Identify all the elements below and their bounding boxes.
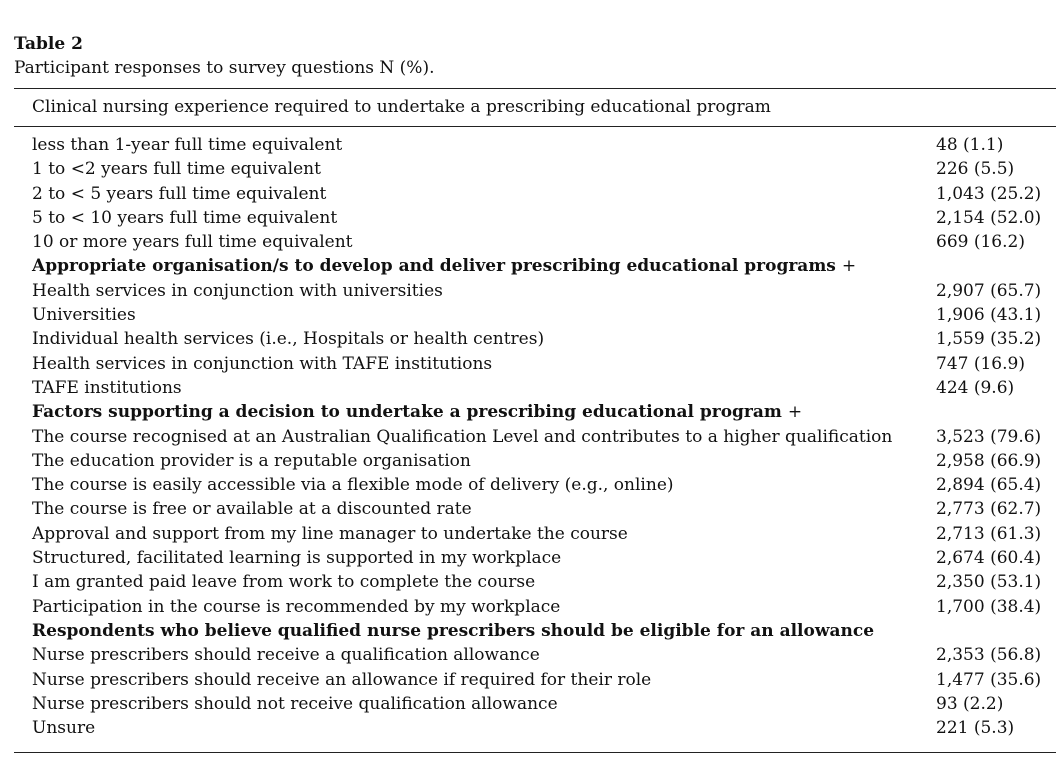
row-value: 3,523 (79.6) — [936, 426, 1042, 447]
row-value: 1,559 (35.2) — [936, 329, 1042, 350]
table-body — [32, 133, 1052, 740]
label-text: 10 or more years full time equivalent — [32, 232, 353, 253]
table-row — [32, 497, 1052, 521]
table-row — [32, 449, 1052, 473]
footnote-mark: + — [841, 256, 857, 277]
row-label — [32, 595, 560, 619]
row-label — [32, 206, 337, 230]
label-text: The course is easily accessible via a flexible mode of delivery (e.g., online) — [32, 475, 674, 496]
table-top-rule — [14, 88, 1056, 89]
table-row — [32, 570, 1052, 594]
footnote-mark: + — [787, 402, 803, 423]
table-row — [32, 522, 1052, 546]
row-label — [32, 497, 472, 521]
label-text: I am granted paid leave from work to complete the course — [32, 572, 536, 593]
section-label — [32, 254, 856, 278]
table-row — [32, 376, 1052, 400]
table-row — [32, 643, 1052, 667]
row-value: 747 (16.9) — [936, 353, 1025, 374]
label-text: Health services in conjunction with universities — [32, 280, 443, 301]
row-label — [32, 546, 561, 570]
table-row — [32, 303, 1052, 327]
row-label — [32, 643, 540, 667]
label-text: TAFE institutions — [32, 377, 182, 398]
label-text: 1 to <2 years full time equivalent — [32, 159, 321, 180]
row-value: 2,773 (62.7) — [936, 499, 1042, 520]
row-value: 2,154 (52.0) — [936, 207, 1042, 228]
label-text: Nurse prescribers should receive a qualification allowance — [32, 645, 540, 666]
table-row — [32, 157, 1052, 181]
table-row — [32, 352, 1052, 376]
table-caption-title: Table 2 — [14, 34, 83, 54]
row-label — [32, 182, 326, 206]
label-text: Nurse prescribers should not receive qualification allowance — [32, 693, 558, 714]
row-value: 2,907 (65.7) — [936, 280, 1042, 301]
row-label — [32, 303, 136, 327]
row-value: 1,043 (25.2) — [936, 183, 1042, 204]
label-text: Universities — [32, 305, 136, 326]
table-row — [32, 206, 1052, 230]
section-label — [32, 400, 802, 424]
table-section-header — [32, 254, 1052, 278]
row-value: 1,906 (43.1) — [936, 305, 1042, 326]
table-caption-subtitle: Participant responses to survey questions N (%). — [14, 58, 435, 78]
table-column-header: Clinical nursing experience required to undertake a prescribing educational program — [32, 97, 771, 117]
label-text: less than 1-year full time equivalent — [32, 135, 343, 155]
label-text: The course is free or available at a discounted rate — [32, 499, 472, 520]
table-row — [32, 133, 1052, 157]
row-label — [32, 230, 353, 254]
table-section-header — [32, 400, 1052, 424]
row-label — [32, 352, 492, 376]
row-value: 424 (9.6) — [936, 377, 1015, 398]
table-section-header — [32, 619, 1052, 643]
row-value: 2,353 (56.8) — [936, 645, 1042, 666]
label-text: Approval and support from my line manager to undertake the course — [32, 523, 628, 544]
label-text: Unsure — [32, 718, 96, 739]
table-row — [32, 692, 1052, 716]
row-value: 1,477 (35.6) — [936, 669, 1042, 690]
label-text: The education provider is a reputable organisation — [32, 450, 471, 471]
row-label — [32, 133, 342, 157]
table-row — [32, 230, 1052, 254]
row-value: 2,713 (61.3) — [936, 523, 1042, 544]
row-label — [32, 716, 95, 740]
row-label — [32, 570, 535, 594]
row-label — [32, 376, 182, 400]
label-text: Individual health services (i.e., Hospitals or health centres) — [32, 329, 545, 350]
label-text: Factors supporting a decision to undertake a prescribing educational program — [32, 402, 782, 423]
table-row — [32, 473, 1052, 497]
label-text: 5 to < 10 years full time equivalent — [32, 207, 338, 228]
label-text: The course recognised at an Australian Qualification Level and contributes to a higher qualification — [32, 426, 893, 447]
row-label — [32, 327, 544, 351]
row-label — [32, 522, 628, 546]
table-row — [32, 716, 1052, 740]
table-row — [32, 182, 1052, 206]
label-text: Appropriate organisation/s to develop and deliver prescribing educational programs — [32, 256, 836, 277]
row-label — [32, 473, 674, 497]
table-row — [32, 279, 1052, 303]
row-label — [32, 692, 558, 716]
row-value: 226 (5.5) — [936, 159, 1015, 180]
label-text: Participation in the course is recommended by my workplace — [32, 596, 561, 617]
row-label — [32, 279, 443, 303]
row-value: 1,700 (38.4) — [936, 596, 1042, 617]
table-bottom-rule — [14, 752, 1056, 753]
label-text: Health services in conjunction with TAFE institutions — [32, 353, 493, 374]
section-label — [32, 619, 874, 643]
row-value: 221 (5.3) — [936, 718, 1015, 739]
row-value: 2,350 (53.1) — [936, 572, 1042, 593]
row-label — [32, 449, 471, 473]
label-text: Respondents who believe qualified nurse prescribers should be eligible for an allowance — [32, 620, 875, 641]
table-row — [32, 668, 1052, 692]
row-label — [32, 425, 892, 449]
label-text: Nurse prescribers should receive an allowance if required for their role — [32, 669, 652, 690]
row-value: 93 (2.2) — [936, 693, 1004, 714]
row-value: 2,958 (66.9) — [936, 450, 1042, 471]
row-value: 2,674 (60.4) — [936, 548, 1042, 569]
table-row — [32, 595, 1052, 619]
label-text: Structured, facilitated learning is supported in my workplace — [32, 548, 562, 569]
row-value: 669 (16.2) — [936, 232, 1025, 253]
row-label — [32, 157, 321, 181]
table-row — [32, 327, 1052, 351]
row-label — [32, 668, 651, 692]
row-value: 48 (1.1) — [936, 135, 1004, 155]
label-text: 2 to < 5 years full time equivalent — [32, 183, 327, 204]
table-header-rule — [14, 126, 1056, 127]
table-row — [32, 546, 1052, 570]
table-row — [32, 425, 1052, 449]
row-value: 2,894 (65.4) — [936, 475, 1042, 496]
